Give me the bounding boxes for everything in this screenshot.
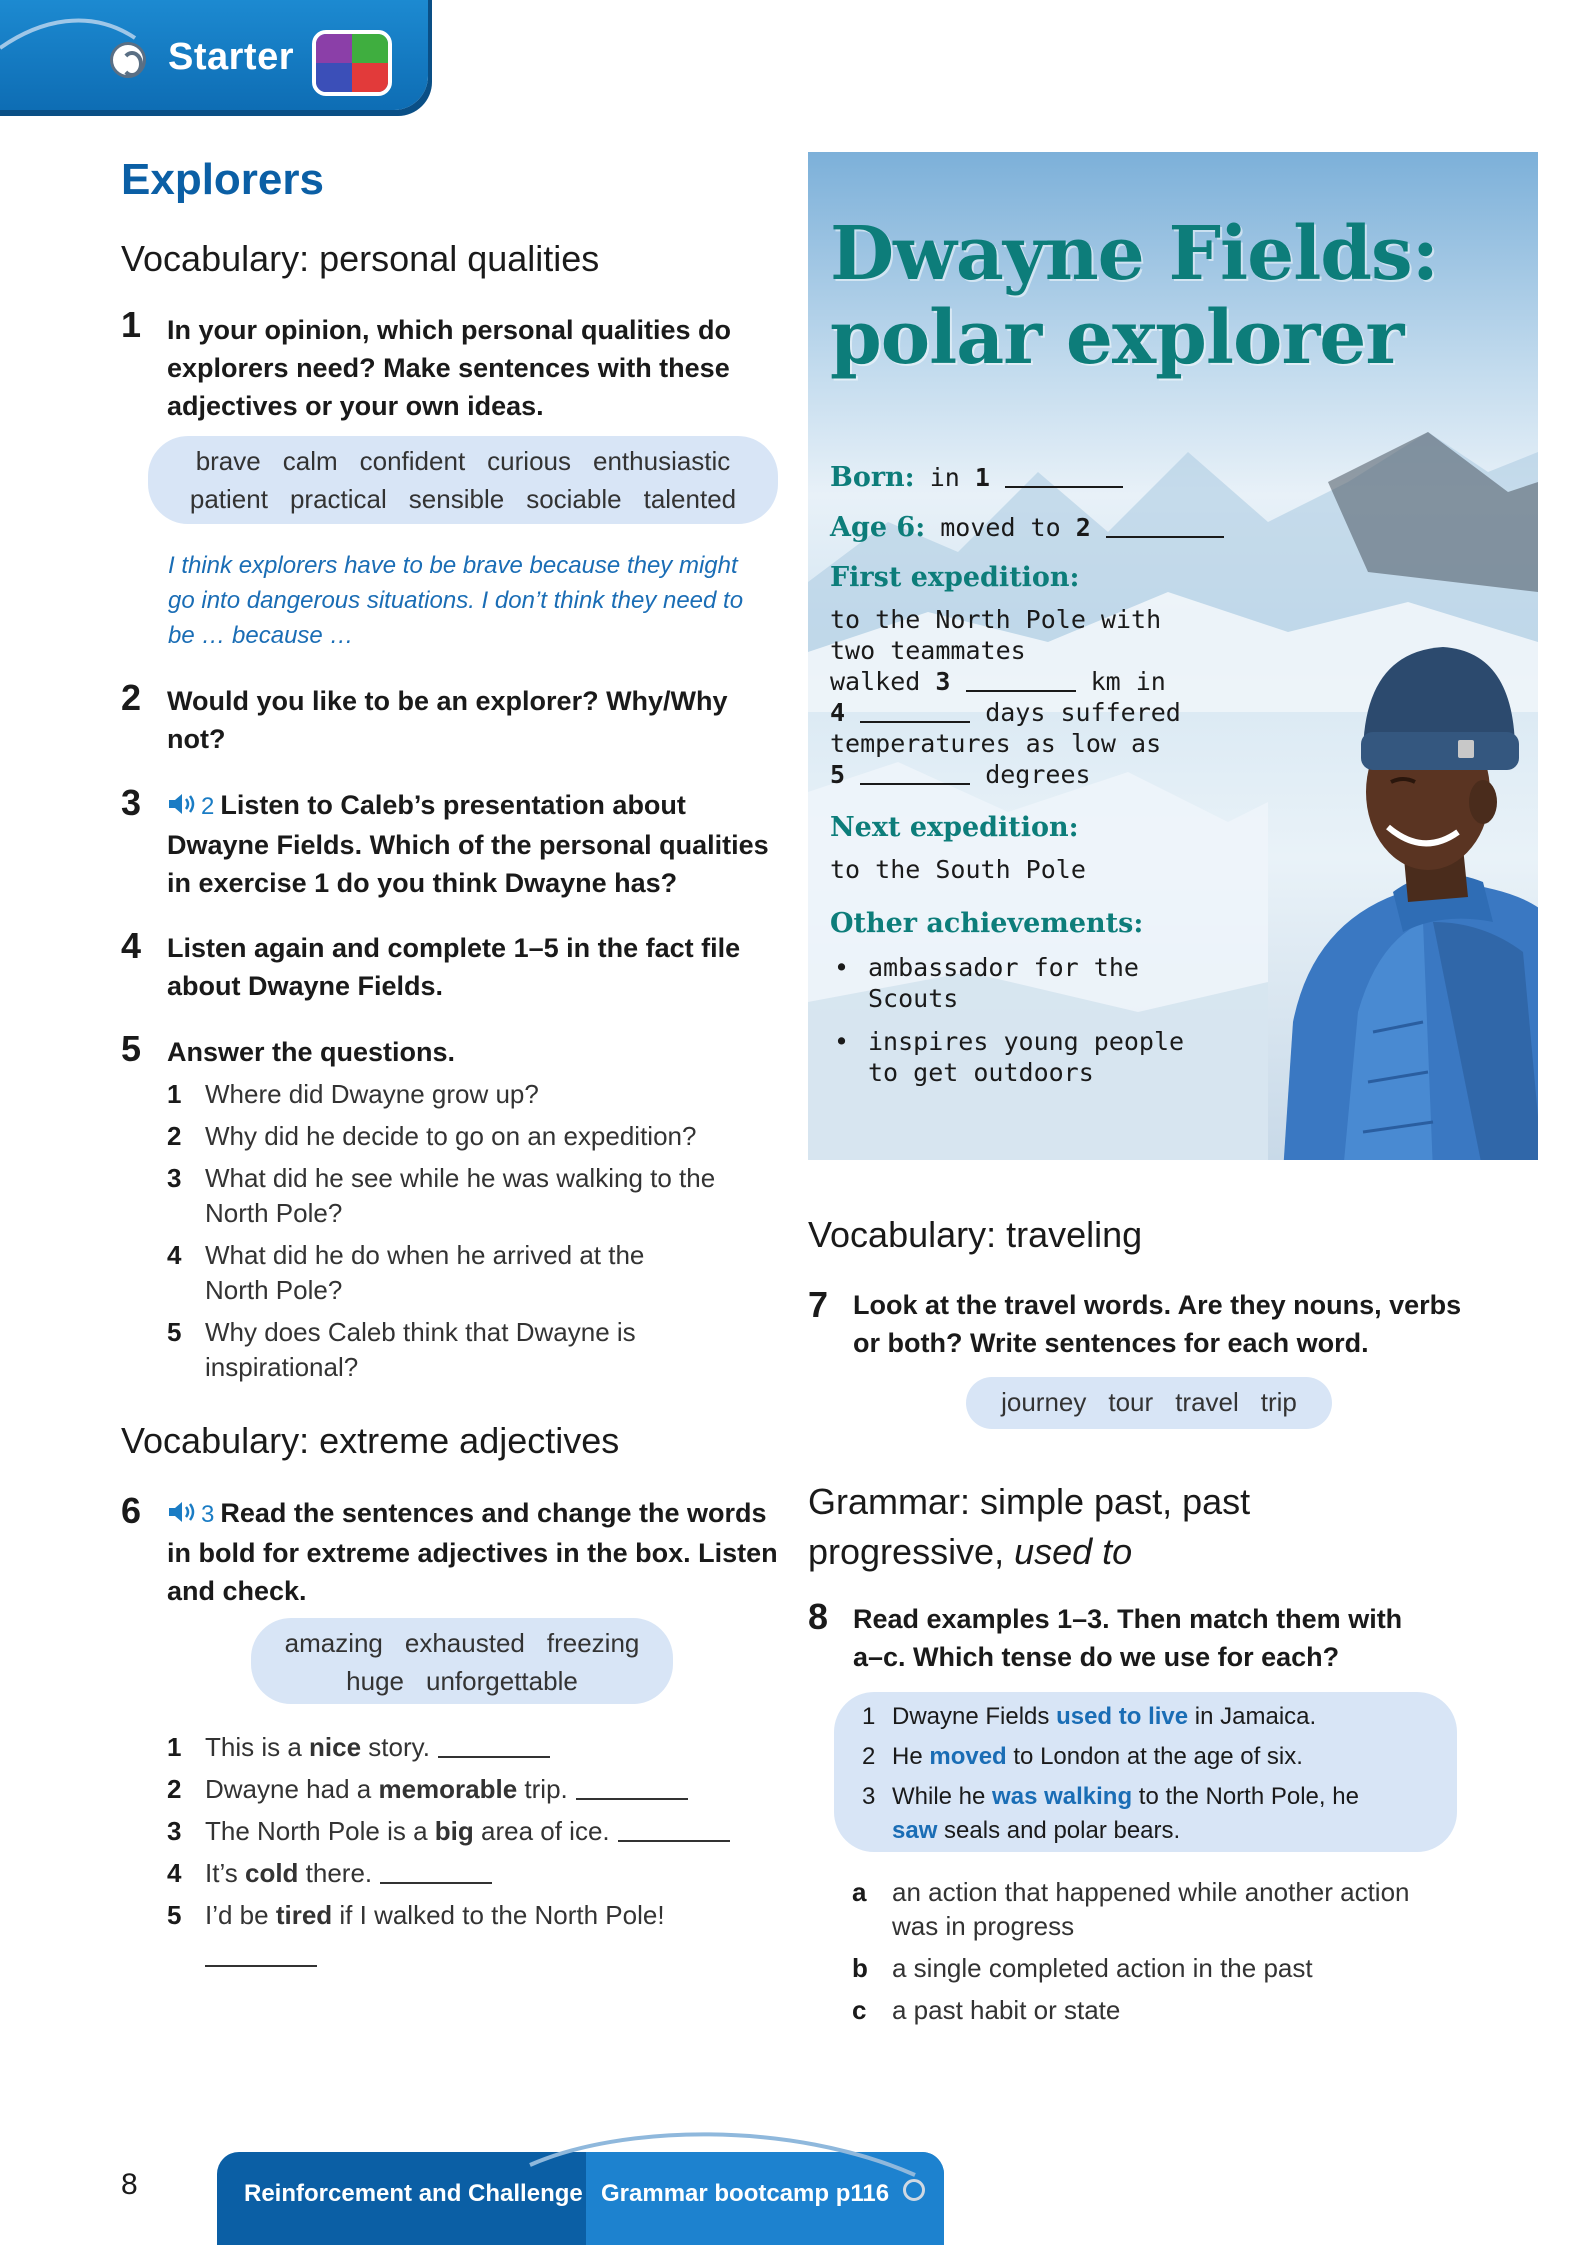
fact-file-title: Dwayne Fields: polar explorer — [830, 211, 1439, 381]
word-item: brave — [195, 446, 261, 476]
word-item: tour — [1108, 1387, 1154, 1417]
exercise-number: 4 — [121, 925, 142, 966]
word-item: exhausted — [404, 1628, 525, 1658]
list-item: 3 What did he see while he was walking to the North Pole? — [167, 1163, 716, 1228]
word-box-extreme-adjectives — [251, 1618, 673, 1704]
word-item: curious — [487, 446, 571, 476]
exercise-3-instruction: 2 Listen to Caleb’s presentation about Dwayne Fields. Which of the personal qualities in exercise 1 do you think Dwayne has? — [167, 790, 769, 898]
reinforcement-challenge-link[interactable]: Reinforcement and Challenge — [244, 2180, 583, 2207]
explorer-portrait — [1283, 592, 1538, 1160]
section-heading-personal-qualities: Vocabulary: personal qualities — [121, 238, 600, 279]
word-item: talented — [643, 484, 737, 514]
exercise-8-instruction: Read examples 1–3. Then match them with a–c. Which tense do we use for each? — [853, 1604, 1403, 1672]
word-item: sociable — [526, 484, 622, 514]
word-item: patient — [189, 484, 268, 514]
answer-blank[interactable] — [576, 1778, 688, 1800]
word-item: enthusiastic — [593, 446, 731, 476]
page-number: 8 — [121, 2168, 138, 2201]
starter-label: Starter — [168, 36, 294, 78]
word-item: sensible — [408, 484, 505, 514]
section-heading-traveling: Vocabulary: traveling — [808, 1214, 1143, 1255]
fact-file-panel — [808, 152, 1538, 1160]
fact-blank[interactable] — [1005, 468, 1123, 488]
list-item: 2 Why did he decide to go on an expedition? — [167, 1121, 697, 1151]
list-item: c a past habit or state — [852, 1995, 1121, 2025]
unit-title: Explorers — [121, 155, 324, 204]
fact-other-achievements-label: Other achievements: — [830, 908, 1144, 939]
list-item: 1 Dwayne Fields used to live in Jamaica. — [862, 1703, 1317, 1730]
exercise-number: 1 — [121, 304, 142, 345]
word-item: calm — [282, 446, 338, 476]
match-options — [852, 1875, 1410, 2035]
achievements-list — [830, 952, 1184, 1100]
audio-track-number: 2 — [201, 793, 215, 820]
word-item: unforgettable — [426, 1666, 578, 1696]
fact-first-expedition: to the North Pole with two teammates walked 3 km in 4 days suffered temperatures as low as 5 degrees — [830, 605, 1181, 789]
list-item: a an action that happened while another action was in progress — [852, 1877, 1410, 1941]
list-item: 4 It’s cold there. — [167, 1856, 787, 1891]
exercise-number: 3 — [121, 782, 142, 823]
word-item: journey — [1001, 1387, 1087, 1417]
word-item: practical — [289, 484, 387, 514]
answer-blank[interactable] — [438, 1736, 550, 1758]
list-item: 3 The North Pole is a big area of ice. — [167, 1814, 787, 1849]
fact-age: Age 6: moved to 2 — [830, 512, 1224, 543]
section-heading-extreme-adjectives: Vocabulary: extreme adjectives — [121, 1420, 620, 1461]
fact-next-expedition: to the South Pole — [830, 855, 1086, 884]
fact-blank[interactable] — [1106, 518, 1224, 538]
word-item: trip — [1260, 1387, 1297, 1417]
list-item: 5 Why does Caleb think that Dwayne is inspirational? — [167, 1317, 636, 1382]
sentence-list — [167, 1730, 787, 1974]
exercise-7-instruction: Look at the travel words. Are they nouns, verbs or both? Write sentences for each word. — [853, 1290, 1462, 1358]
starter-logo-icon — [312, 30, 392, 96]
exercise-number: 2 — [121, 677, 142, 718]
exercise-number: 8 — [808, 1596, 829, 1637]
list-item: 2 He moved to London at the age of six. — [862, 1743, 1303, 1770]
word-item: travel — [1175, 1387, 1239, 1417]
exercise-5-instruction: Answer the questions. — [167, 1037, 456, 1067]
exercise-6-instruction: 3 Read the sentences and change the words in bold for extreme adjectives in the box. Listen and check. — [167, 1498, 778, 1606]
list-item: 5 I’d be tired if I walked to the North Pole! — [167, 1898, 787, 1974]
word-item: freezing — [546, 1628, 640, 1658]
answer-blank[interactable] — [380, 1862, 492, 1884]
list-item: 1 Where did Dwayne grow up? — [167, 1079, 539, 1109]
swirl-icon — [110, 42, 146, 78]
answer-blank[interactable] — [618, 1820, 730, 1842]
exercise-number: 6 — [121, 1490, 142, 1531]
exercise-1-instruction: In your opinion, which personal qualities do explorers need? Make sentences with these adjectives or your own ideas. — [167, 315, 732, 421]
list-item: 1 This is a nice story. — [167, 1730, 787, 1765]
word-item: amazing — [284, 1628, 383, 1658]
fact-next-expedition-label: Next expedition: — [830, 812, 1079, 843]
fact-born: Born: in 1 — [830, 462, 1123, 493]
word-box-personal-qualities — [148, 436, 778, 524]
audio-track-number: 3 — [201, 1501, 215, 1528]
grammar-bootcamp-link[interactable]: Grammar bootcamp p116 — [601, 2180, 890, 2207]
word-item: huge — [346, 1666, 405, 1696]
list-item: 2 Dwayne had a memorable trip. — [167, 1772, 787, 1807]
fact-blank[interactable] — [860, 703, 970, 723]
audio-speaker-icon[interactable] — [167, 789, 201, 815]
word-box-travel-words — [966, 1377, 1332, 1429]
fact-first-expedition-label: First expedition: — [830, 562, 1080, 593]
question-list — [167, 1077, 787, 1385]
fact-blank[interactable] — [966, 672, 1076, 692]
list-item: 4 What did he do when he arrived at the North Pole? — [167, 1240, 645, 1305]
list-item: • ambassador for the Scouts — [830, 952, 1184, 1014]
list-item: • inspires young people to get outdoors — [830, 1026, 1184, 1088]
exercise-number: 5 — [121, 1028, 142, 1069]
word-item: confident — [359, 446, 466, 476]
example-answer: I think explorers have to be brave because they might go into dangerous situations. I don’t think they need to be … because … — [168, 552, 744, 649]
exercise-number: 7 — [808, 1284, 829, 1325]
fact-blank[interactable] — [860, 765, 970, 785]
list-item: 3 While he was walking to the North Pole, he saw seals and polar bears. — [862, 1783, 1359, 1844]
section-heading-grammar: Grammar: simple past, past progressive, used to — [808, 1481, 1251, 1572]
answer-blank[interactable] — [205, 1945, 317, 1967]
exercise-2-instruction: Would you like to be an explorer? Why/Why not? — [167, 686, 728, 754]
audio-speaker-icon[interactable] — [167, 1497, 201, 1523]
grammar-examples — [862, 1700, 1359, 1848]
exercise-4-instruction: Listen again and complete 1–5 in the fact file about Dwayne Fields. — [167, 933, 741, 1001]
ring-icon — [903, 2179, 925, 2201]
list-item: b a single completed action in the past — [852, 1953, 1313, 1983]
